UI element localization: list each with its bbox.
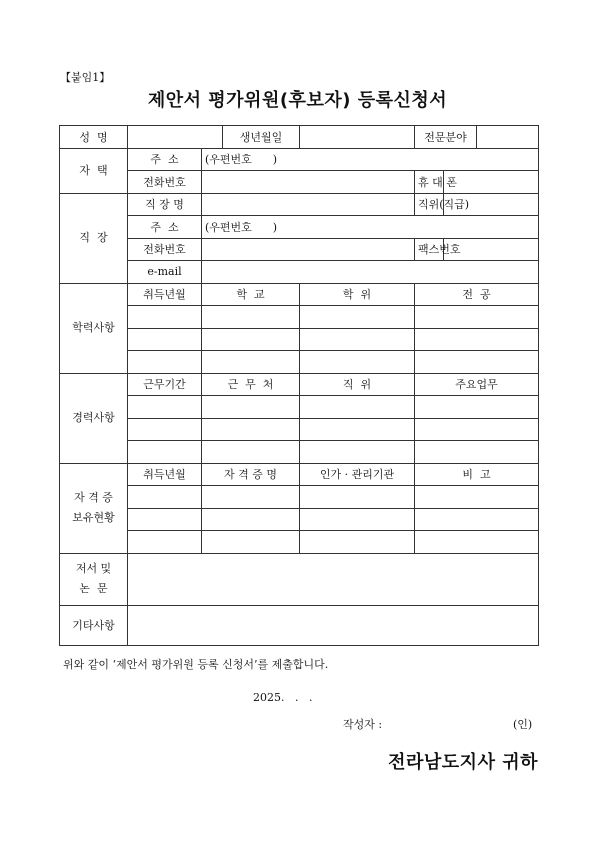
work-section-label: 직 장 [60, 193, 128, 283]
license-col-date: 취득년월 [128, 463, 202, 486]
license-cell[interactable] [415, 508, 539, 531]
license-cell[interactable] [202, 508, 300, 531]
career-cell[interactable] [202, 418, 300, 441]
work-company-field[interactable] [202, 193, 415, 216]
career-col-workplace: 근 무 처 [202, 373, 300, 396]
home-mobile-label: 휴 대 폰 [415, 171, 444, 194]
education-cell[interactable] [415, 328, 539, 351]
license-cell[interactable] [128, 508, 202, 531]
home-mobile-field[interactable] [444, 171, 539, 194]
education-cell[interactable] [415, 306, 539, 329]
birth-label: 생년월일 [223, 126, 300, 149]
work-company-label: 직 장 명 [128, 193, 202, 216]
education-section-label: 학력사항 [60, 283, 128, 373]
home-address-field[interactable]: (우편번호 ) [202, 148, 539, 171]
career-col-period: 근무기간 [128, 373, 202, 396]
career-cell[interactable] [128, 441, 202, 464]
education-cell[interactable] [300, 306, 415, 329]
career-cell[interactable] [128, 396, 202, 419]
form-title: 제안서 평가위원(후보자) 등록신청서 [147, 90, 448, 111]
career-cell[interactable] [415, 396, 539, 419]
education-cell[interactable] [128, 351, 202, 374]
career-cell[interactable] [202, 396, 300, 419]
home-section-label: 자 택 [60, 148, 128, 193]
addressee: 전라남도지사 귀하 [388, 752, 538, 773]
license-cell[interactable] [128, 531, 202, 554]
registration-form-table [59, 125, 539, 646]
career-cell[interactable] [300, 441, 415, 464]
work-email-field[interactable] [202, 261, 539, 284]
home-phone-label: 전화번호 [128, 171, 202, 194]
birth-value[interactable] [300, 126, 415, 149]
career-col-position: 직 위 [300, 373, 415, 396]
field-value[interactable] [477, 126, 539, 149]
career-cell[interactable] [128, 418, 202, 441]
license-section-label [60, 463, 128, 553]
license-cell[interactable] [415, 531, 539, 554]
license-cell[interactable] [202, 531, 300, 554]
education-col-major: 전 공 [415, 283, 539, 306]
work-position-label: 직위(직급) [415, 193, 444, 216]
license-cell[interactable] [128, 486, 202, 509]
career-cell[interactable] [300, 396, 415, 419]
education-col-degree: 학 위 [300, 283, 415, 306]
license-col-authority: 인가 · 관리기관 [300, 463, 415, 486]
license-cell[interactable] [300, 508, 415, 531]
license-cell[interactable] [202, 486, 300, 509]
career-section-label: 경력사항 [60, 373, 128, 463]
home-address-label: 주 소 [128, 148, 202, 171]
education-cell[interactable] [128, 306, 202, 329]
work-address-field[interactable]: (우편번호 ) [202, 216, 539, 239]
attachment-label: 【붙임1】 [60, 71, 111, 84]
submission-date: 2025. . . [253, 691, 313, 704]
work-phone-field[interactable] [202, 238, 415, 261]
name-value[interactable] [128, 126, 223, 149]
field-label: 전문분야 [415, 126, 477, 149]
publications-field[interactable] [128, 553, 539, 606]
career-col-duties: 주요업무 [415, 373, 539, 396]
license-label-line2: 보유현황 [72, 511, 115, 524]
work-phone-label: 전화번호 [128, 238, 202, 261]
license-col-name: 자 격 증 명 [202, 463, 300, 486]
education-cell[interactable] [202, 351, 300, 374]
publications-label [60, 553, 128, 606]
work-email-label: e-mail [128, 261, 202, 284]
education-cell[interactable] [128, 328, 202, 351]
license-cell[interactable] [300, 486, 415, 509]
name-label: 성 명 [60, 126, 128, 149]
license-cell[interactable] [300, 531, 415, 554]
career-cell[interactable] [415, 441, 539, 464]
home-phone-field[interactable] [202, 171, 415, 194]
others-field[interactable] [128, 606, 539, 646]
seal-label: (인) [513, 718, 533, 731]
publications-label-line1: 저서 및 [75, 562, 112, 576]
license-label-line1: 자 격 증 [74, 491, 113, 504]
education-cell[interactable] [300, 351, 415, 374]
author-label: 작성자 : [343, 718, 383, 731]
work-address-label: 주 소 [128, 216, 202, 239]
education-col-date: 취득년월 [128, 283, 202, 306]
work-fax-label: 팩스번호 [415, 238, 444, 261]
license-col-remarks: 비 고 [415, 463, 539, 486]
declaration-text: 위와 같이 ‘제안서 평가위원 등록 신청서’를 제출합니다. [63, 658, 329, 671]
publications-label-line2: 논 문 [79, 582, 108, 596]
education-cell[interactable] [202, 328, 300, 351]
career-cell[interactable] [300, 418, 415, 441]
education-cell[interactable] [415, 351, 539, 374]
career-cell[interactable] [415, 418, 539, 441]
education-col-school: 학 교 [202, 283, 300, 306]
education-cell[interactable] [300, 328, 415, 351]
license-cell[interactable] [415, 486, 539, 509]
others-label: 기타사항 [60, 606, 128, 646]
education-cell[interactable] [202, 306, 300, 329]
career-cell[interactable] [202, 441, 300, 464]
